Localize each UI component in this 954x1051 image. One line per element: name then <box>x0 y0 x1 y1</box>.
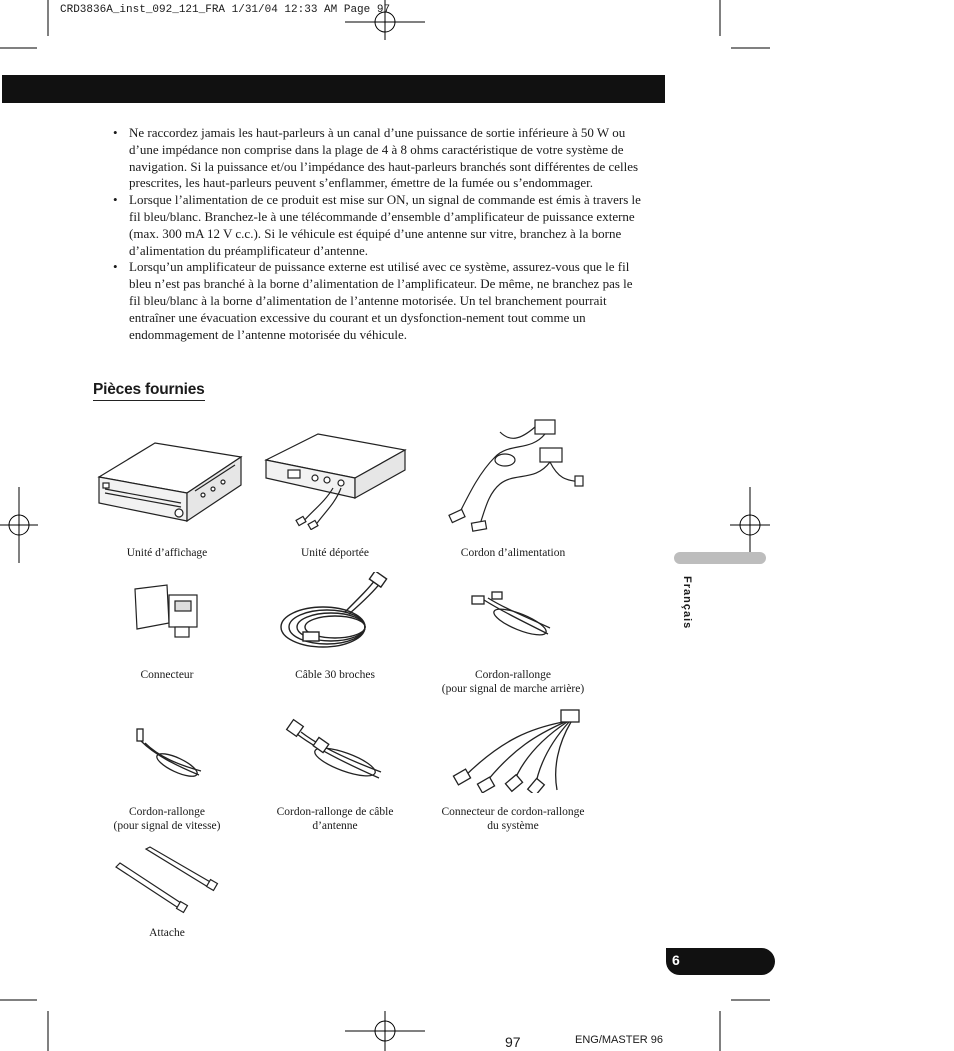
caption-line: Cordon-rallonge <box>128 806 205 818</box>
print-header: CRD3836A_inst_092_121_FRA 1/31/04 12:33 AM Page 97 <box>60 4 391 16</box>
caption-line: Unité déportée <box>300 547 370 559</box>
header-bar <box>2 75 665 103</box>
part-caption <box>140 668 193 682</box>
list-item <box>113 125 643 192</box>
ties-illustration <box>112 845 222 915</box>
system-connector-illustration <box>443 708 583 793</box>
caption-line: Cordon-rallonge de câble <box>276 806 394 818</box>
part-caption <box>114 805 221 833</box>
caption-line: du système <box>487 820 539 832</box>
list-item <box>113 259 643 343</box>
caption-line: d’antenne <box>312 820 358 832</box>
bullet-text: Lorsqu’un amplificateur de puissance externe est utilisé avec ce système, assurez-vous que le fil bleu n’est pas branché à la borne d’alimentation de l’amplificateur. De même, ne branchez pas le fil bleu/blanc à la borne d’alimentation de l’antenne motorisée. Un tel branchement pourrait entraîner une évacuation excessive du courant et un dysfonction-nement tout comme un endommagement de l’antenne motorisée du véhicule. <box>129 259 633 342</box>
speed-cord-illustration <box>135 725 205 780</box>
page-number: 97 <box>505 1034 521 1050</box>
caption-line: Unité d’affichage <box>126 547 208 559</box>
bullet-symbol: • <box>113 259 118 275</box>
language-label: Français <box>681 576 693 630</box>
caption-line: (pour signal de marche arrière) <box>441 683 585 695</box>
caption-line: Attache <box>149 927 185 939</box>
reverse-cord-illustration <box>470 590 555 640</box>
section-tab <box>666 948 775 975</box>
part-caption <box>442 668 584 696</box>
section-number: 6 <box>672 952 680 968</box>
master-label: ENG/MASTER 96 <box>575 1034 664 1046</box>
bullet-symbol: • <box>113 192 118 208</box>
caption-line: Cordon d’alimentation <box>460 547 566 559</box>
caption-line: Cordon-rallonge <box>474 669 551 681</box>
part-caption <box>149 926 185 940</box>
caption-line: Connecteur de cordon-rallonge <box>441 806 585 818</box>
section-title: Pièces fournies <box>93 381 205 401</box>
connector-illustration <box>125 583 205 643</box>
part-caption <box>301 546 369 560</box>
bullet-symbol: • <box>113 125 118 140</box>
cable-30pin-illustration <box>275 572 395 657</box>
bullet-text: Lorsque l’alimentation de ce produit est mise sur ON, un signal de commande est émis à travers le fil bleu/blanc. Branchez-le à une télécommande d’ensemble d’amplificateur de puissance externe (max. 300 mA 12 V c.c.). Si le véhicule est équipé d’une antenne sur vitre, branchez à la borne d’alimentation du préamplificateur d’antenne. <box>129 192 641 258</box>
display-unit-illustration <box>95 435 245 525</box>
bullet-text: Ne raccordez jamais les haut-parleurs à un canal d’une puissance de sortie inférieure à 50 W ou d’une impédance non comprise dans la plage de 4 à 8 ohms caractéristique de votre système de navigation. Si la puissance et/ou l’impédance des haut-parleurs branchés sont différentes de celles prescrites, les haut-parleurs peuvent s’enflammer, émettre de la fumée ou s’endommager. <box>129 125 639 191</box>
caption-line: Câble 30 broches <box>295 669 375 681</box>
power-cord-illustration <box>440 412 585 537</box>
list-item <box>113 192 643 259</box>
part-caption <box>277 805 394 833</box>
part-caption <box>127 546 208 560</box>
part-caption <box>461 546 565 560</box>
caption-line: Connecteur <box>140 669 194 681</box>
language-tab <box>674 552 766 564</box>
part-caption <box>441 805 584 833</box>
warning-list <box>113 125 643 343</box>
caption-line: (pour signal de vitesse) <box>113 820 221 832</box>
part-caption <box>295 668 375 682</box>
remote-unit-illustration <box>263 430 413 530</box>
antenna-cord-illustration <box>285 718 385 786</box>
